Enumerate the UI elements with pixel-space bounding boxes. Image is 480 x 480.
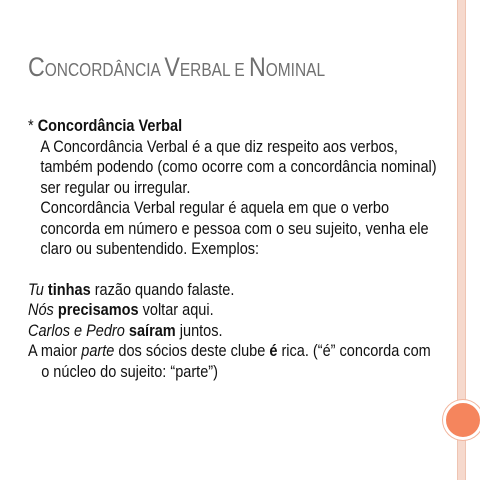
slide-content: [28, 116, 443, 382]
example-verb: é: [269, 342, 278, 360]
example-4: A maior parte dos sócios deste clube é rica. (“é” concorda com o núcleo do sujeito: “parte”): [28, 342, 431, 381]
bullet-marker: *: [28, 117, 38, 135]
decorative-circle: [443, 400, 480, 440]
bullet-heading: [28, 116, 442, 137]
paragraph-regular: Concordância Verbal regular é aquela em que o verbo concorda em número e pessoa com o seu sujeito, venha ele claro ou subentendido. Exemplos:: [40, 199, 429, 258]
example-verb: precisamos: [57, 301, 139, 319]
bullet-heading-text: Concordância Verbal: [37, 117, 183, 135]
paragraph-definition: A Concordância Verbal é a que diz respeito aos verbos, também podendo (como ocorre com a concordância nominal) ser regular ou irregular.: [40, 137, 437, 197]
example-3: Carlos e Pedro saíram juntos.: [28, 321, 223, 340]
example-2: Nós precisamos voltar aqui.: [28, 301, 214, 319]
example-verb: saíram: [128, 321, 176, 340]
example-1: Tu tinhas razão quando falaste.: [28, 280, 235, 299]
example-verb: tinhas: [47, 280, 91, 299]
example-subject: Nós: [28, 301, 54, 319]
example-subject: parte: [81, 342, 115, 360]
example-subject: Carlos e Pedro: [28, 321, 125, 340]
slide-title: CONCORDÂNCIA VERBAL E NOMINAL: [28, 52, 326, 82]
example-subject: Tu: [28, 280, 44, 299]
